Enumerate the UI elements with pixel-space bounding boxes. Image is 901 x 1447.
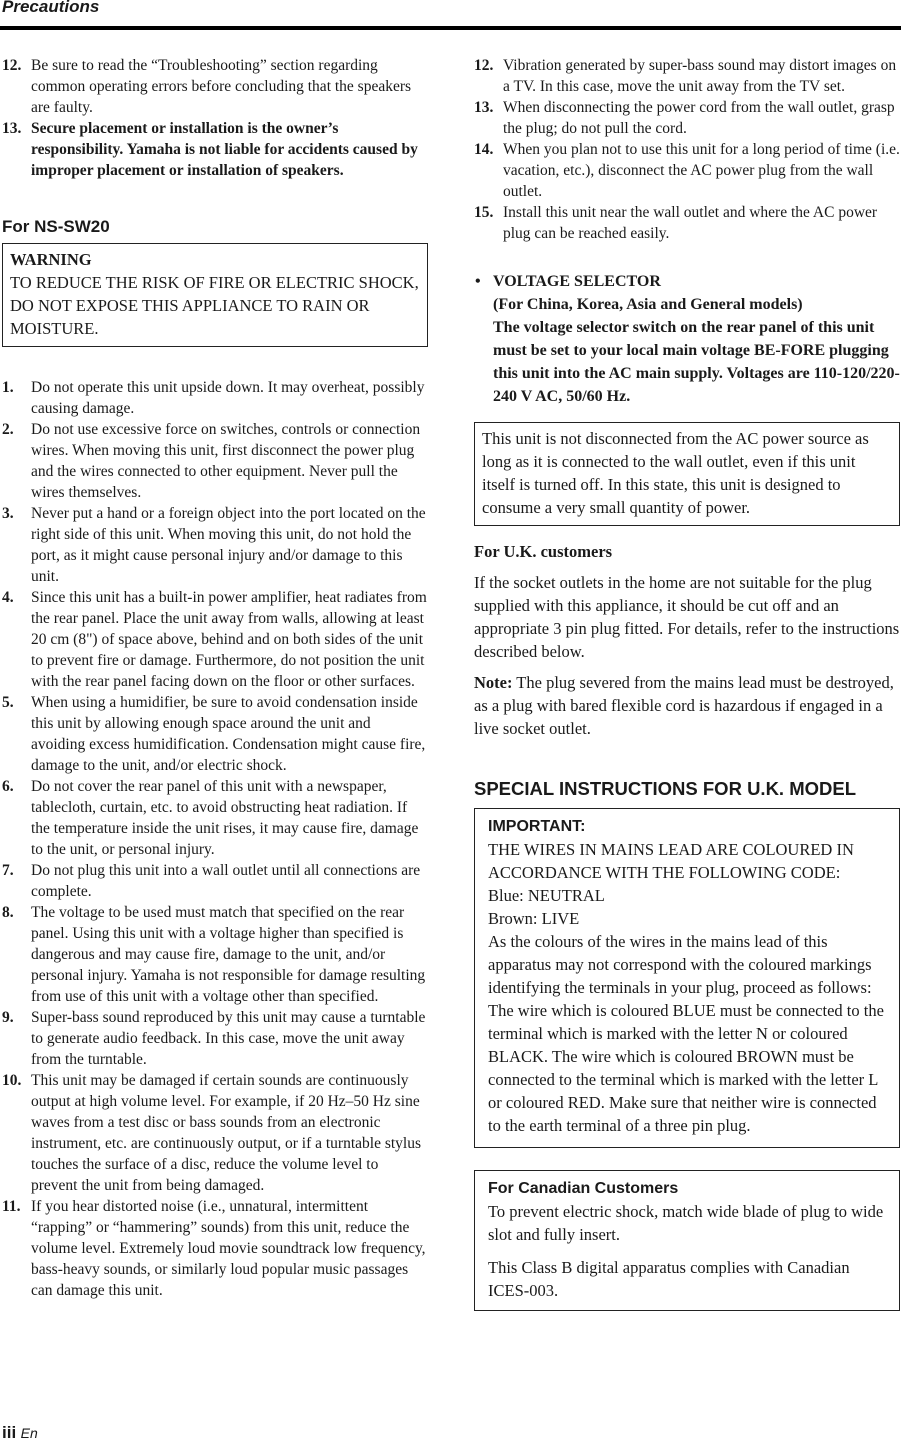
language-code: En <box>20 1425 38 1441</box>
list-item <box>474 202 900 244</box>
item-text: When using a humidifier, be sure to avoid condensation inside this unit by allowing enough space around the unit and avoiding excess humidification. Condensation might cause fire, damage to the unit, and/or electric shock. <box>31 694 426 774</box>
standby-text: This unit is not disconnected from the AC power source as long as it is connected to the wall outlet, even if this unit itself is turned off. In this state, this unit is designed to consume a very small quantity of power. <box>482 429 869 517</box>
bullet-dot: • <box>475 273 481 290</box>
note-text: The plug severed from the mains lead must be destroyed, as a plug with bared flexible cord is hazardous if engaged in a live socket outlet. <box>474 673 894 738</box>
item-text: Do not cover the rear panel of this unit with a newspaper, tablecloth, curtain, etc. to avoid obstructing heat radiation. If the temperature inside the unit rises, it may cause fire, damage to the unit, or personal injury. <box>31 778 419 858</box>
list-item <box>2 503 428 587</box>
important-text: As the colours of the wires in the mains lead of this apparatus may not correspond with the coloured markings identifying the terminals in your plug, proceed as follows: The wire which is coloured BLUE must be connected to the terminal which is marked with the letter N or coloured BLACK. The wire which is coloured BROWN must be connected to the terminal which is marked with the letter L or coloured RED. Make sure that neither wire is connected to the earth terminal of a three pin plug. <box>488 932 884 1135</box>
left-column <box>2 55 428 1301</box>
list-item <box>2 692 428 776</box>
voltage-models: (For China, Korea, Asia and General models) <box>493 296 803 313</box>
standby-power-box <box>474 422 900 526</box>
item-number: 14. <box>474 141 494 158</box>
list-item <box>2 377 428 419</box>
list-item <box>474 55 900 97</box>
brown-wire: Brown: LIVE <box>488 909 580 928</box>
item-number: 13. <box>474 99 494 116</box>
uk-customers-section <box>474 540 900 740</box>
canada-title: For Canadian Customers <box>488 1180 679 1197</box>
list-item <box>474 97 900 139</box>
item-text: The voltage to be used must match that specified on the rear panel. Using this unit with a voltage higher than specified is dangerous and may cause fire, damage to the unit, and/or personal injury. Yamaha is not responsible for damage resulting from use of this unit with a voltage other than specified. <box>31 904 426 1005</box>
page-header <box>0 0 901 30</box>
item-text: Be sure to read the “Troubleshooting” section regarding common operating errors before concluding that the speakers are faulty. <box>31 57 412 116</box>
item-text: Secure placement or installation is the owner’s responsibility. Yamaha is not liable for accidents caused by improper placement or installation of speakers. <box>31 120 418 179</box>
voltage-text: The voltage selector switch on the rear panel of this unit must be set to your local main voltage BE-FORE plugging this unit into the AC main supply. Voltages are 110-120/220-240 V AC, 50/60 Hz. <box>493 319 900 405</box>
item-text: This unit may be damaged if certain sounds are continuously output at high volume level. For example, if 20 Hz–50 Hz sine waves from a test disc or bass sounds from an electronic instrument, etc. are continuously output, or if a turntable stylus touches the surface of a disc, reduce the volume level to prevent the unit from being damaged. <box>31 1072 422 1194</box>
list-item <box>2 1196 428 1301</box>
item-text: Since this unit has a built-in power amplifier, heat radiates from the rear panel. Place the unit away from walls, allowing at least 20 cm (8") of space above, behind and on both sides of the unit to prevent fire or damage. Furthermore, do not position the unit with the rear panel facing down on the floor or other surfaces. <box>31 589 427 690</box>
header-title: Precautions <box>2 0 100 16</box>
important-title: IMPORTANT: <box>488 818 586 835</box>
voltage-selector-note <box>474 270 900 408</box>
canada-text-2: This Class B digital apparatus complies with Canadian ICES-003. <box>488 1258 850 1300</box>
list-item <box>2 776 428 860</box>
section-heading-ns-sw20: For NS-SW20 <box>2 217 110 236</box>
item-number: 11. <box>2 1198 21 1215</box>
item-text: Install this unit near the wall outlet and where the AC power plug can be reached easily. <box>503 204 878 242</box>
page-footer <box>2 1423 38 1443</box>
precautions-list <box>2 377 428 1301</box>
item-number: 7. <box>2 862 14 879</box>
voltage-title: VOLTAGE SELECTOR <box>493 273 661 290</box>
item-text: Do not plug this unit into a wall outlet until all connections are complete. <box>31 862 421 900</box>
special-instructions-heading: SPECIAL INSTRUCTIONS FOR U.K. MODEL <box>474 778 857 799</box>
blue-wire: Blue: NEUTRAL <box>488 886 605 905</box>
list-item <box>2 587 428 692</box>
important-code: THE WIRES IN MAINS LEAD ARE COLOURED IN ACCORDANCE WITH THE FOLLOWING CODE: <box>488 840 854 882</box>
header-rule <box>0 26 901 30</box>
item-text: When disconnecting the power cord from the wall outlet, grasp the plug; do not pull the cord. <box>503 99 895 137</box>
list-item <box>2 1070 428 1196</box>
item-text: Do not use excessive force on switches, controls or connection wires. When moving this unit, first disconnect the power plug and the wires connected to other equipment. Never pull the wires themselves. <box>31 421 421 501</box>
list-item <box>2 1007 428 1070</box>
list-item <box>2 902 428 1007</box>
item-number: 15. <box>474 204 494 221</box>
uk-note <box>474 671 900 740</box>
list-item <box>2 118 428 181</box>
item-number: 6. <box>2 778 14 795</box>
item-number: 10. <box>2 1072 22 1089</box>
item-text: Never put a hand or a foreign object into the port located on the right side of this unit. When moving this unit, do not hold the port, as it might cause personal injury and/or damage to this unit. <box>31 505 426 585</box>
note-label: Note: <box>474 673 513 692</box>
item-text: Super-bass sound reproduced by this unit may cause a turntable to generate audio feedback. In this case, move the unit away from the turntable. <box>31 1009 426 1068</box>
canada-text-1: To prevent electric shock, match wide blade of plug to wide slot and fully insert. <box>488 1202 884 1244</box>
list-item <box>2 55 428 118</box>
item-number: 4. <box>2 589 14 606</box>
item-number: 2. <box>2 421 14 438</box>
page-number: iii <box>2 1423 17 1442</box>
item-number: 8. <box>2 904 14 921</box>
item-text: Do not operate this unit upside down. It may overheat, possibly causing damage. <box>31 379 425 417</box>
list-item <box>2 419 428 503</box>
item-number: 9. <box>2 1009 14 1026</box>
item-text: Vibration generated by super-bass sound may distort images on a TV. In this case, move the unit away from the TV set. <box>503 57 897 95</box>
list-item <box>474 139 900 202</box>
item-number: 3. <box>2 505 14 522</box>
item-number: 5. <box>2 694 14 711</box>
item-text: If you hear distorted noise (i.e., unnatural, intermittent “rapping” or “hammering” sounds) from this unit, reduce the volume level. Extremely loud movie soundtrack low frequency, bass-heavy sounds, or similarly loud popular music passages can damage this unit. <box>31 1198 426 1299</box>
item-number: 12. <box>474 57 494 74</box>
canadian-customers-box <box>474 1170 900 1311</box>
warning-box <box>2 243 428 347</box>
warning-title: WARNING <box>10 250 92 269</box>
right-precautions-list <box>474 55 900 244</box>
item-number: 13. <box>2 120 22 137</box>
item-number: 1. <box>2 379 14 396</box>
item-text: When you plan not to use this unit for a long period of time (i.e. vacation, etc.), disconnect the AC power plug from the wall outlet. <box>503 141 900 200</box>
important-box <box>474 808 900 1148</box>
top-precautions-list <box>2 55 428 181</box>
list-item <box>2 860 428 902</box>
uk-text: If the socket outlets in the home are not suitable for the plug supplied with this appliance, it should be cut off and an appropriate 3 pin plug fitted. For details, refer to the instructions described below. <box>474 573 900 661</box>
uk-title: For U.K. customers <box>474 542 613 561</box>
right-column <box>474 55 900 1311</box>
warning-text: TO REDUCE THE RISK OF FIRE OR ELECTRIC SHOCK, DO NOT EXPOSE THIS APPLIANCE TO RAIN OR MOISTURE. <box>10 273 419 338</box>
item-number: 12. <box>2 57 22 74</box>
